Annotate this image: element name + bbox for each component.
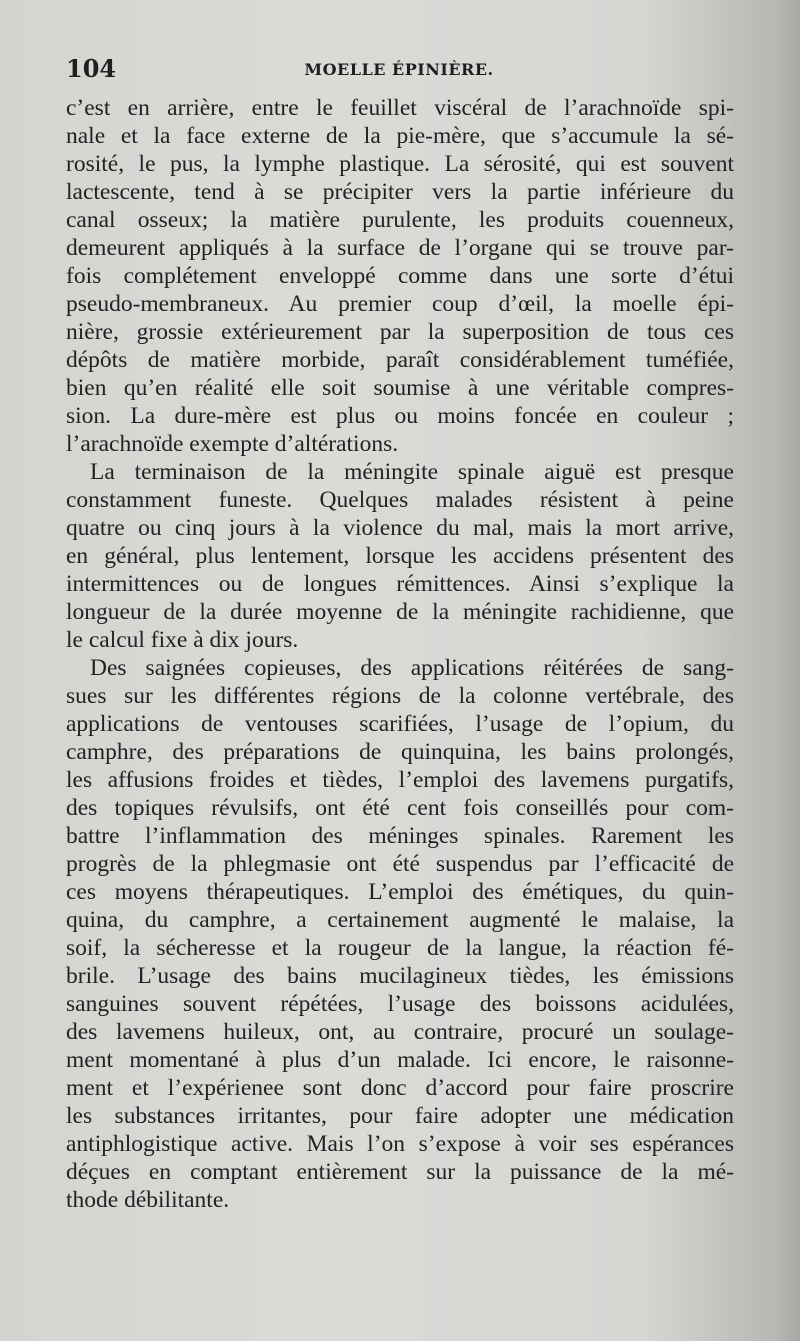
text-line: en général, plus lentement, lorsque les accidens présentent des: [66, 543, 734, 569]
text-line: thode débilitante.: [66, 1187, 230, 1213]
text-line: déçues en comptant entièrement sur la puissance de la mé-: [66, 1159, 734, 1185]
text-line: soif, la sécheresse et la rougeur de la langue, la réaction fé-: [66, 935, 734, 961]
text-line: La terminaison de la méningite spinale aiguë est presque: [90, 459, 734, 485]
text-line: camphre, des préparations de quinquina, les bains prolongés,: [66, 739, 734, 765]
text-line: canal osseux; la matière purulente, les produits couenneux,: [66, 207, 734, 233]
text-line: l’arachnoïde exempte d’altérations.: [66, 431, 399, 457]
text-line: ces moyens thérapeutiques. L’emploi des émétiques, du quin-: [66, 879, 734, 905]
text-line: sanguines souvent répétées, l’usage des boissons acidulées,: [66, 991, 734, 1017]
text-line: le calcul fixe à dix jours.: [66, 627, 299, 653]
text-line: ment et l’expérienee sont donc d’accord pour faire proscrire: [66, 1075, 734, 1101]
text-line: constamment funeste. Quelques malades résistent à peine: [66, 487, 734, 513]
text-line: bien qu’en réalité elle soit soumise à une véritable compres-: [66, 375, 734, 401]
page-number: 104: [66, 54, 117, 83]
running-title: MOELLE ÉPINIÈRE.: [304, 60, 494, 79]
body-text: [66, 94, 734, 1214]
text-line: les affusions froides et tièdes, l’emploi des lavemens purgatifs,: [66, 767, 734, 793]
text-line: progrès de la phlegmasie ont été suspendus par l’efficacité de: [66, 851, 734, 877]
text-line: intermittences ou de longues rémittences. Ainsi s’explique la: [66, 571, 734, 597]
text-line: quina, du camphre, a certainement augmenté le malaise, la: [66, 907, 734, 933]
text-line: ment momentané à plus d’un malade. Ici encore, le raisonne-: [66, 1047, 734, 1073]
text-line: lactescente, tend à se précipiter vers la partie inférieure du: [66, 179, 734, 205]
text-line: longueur de la durée moyenne de la méningite rachidienne, que: [66, 599, 734, 625]
text-line: quatre ou cinq jours à la violence du mal, mais la mort arrive,: [66, 515, 734, 541]
text-line: rosité, le pus, la lymphe plastique. La sérosité, qui est souvent: [66, 151, 734, 177]
text-line: nière, grossie extérieurement par la superposition de tous ces: [66, 319, 734, 345]
text-line: sion. La dure-mère est plus ou moins foncée en couleur ;: [66, 403, 734, 429]
text-line: applications de ventouses scarifiées, l’usage de l’opium, du: [66, 711, 734, 737]
text-line: antiphlogistique active. Mais l’on s’expose à voir ses espérances: [66, 1131, 734, 1157]
text-line: demeurent appliqués à la surface de l’organe qui se trouve par-: [66, 235, 734, 261]
paragraph-1: [66, 94, 734, 458]
text-line: sues sur les différentes régions de la colonne vertébrale, des: [66, 683, 734, 709]
text-line: fois complétement enveloppé comme dans une sorte d’étui: [66, 263, 734, 289]
text-line: dépôts de matière morbide, paraît considérablement tuméfiée,: [66, 347, 734, 373]
text-line: brile. L’usage des bains mucilagineux tièdes, les émissions: [66, 963, 734, 989]
paragraph-2: [66, 458, 734, 654]
paragraph-3: [66, 654, 734, 1214]
text-line: des lavemens huileux, ont, au contraire, procuré un soulage-: [66, 1019, 734, 1045]
text-line: nale et la face externe de la pie-mère, que s’accumule la sé-: [66, 123, 734, 149]
running-head: [66, 54, 732, 88]
text-line: des topiques révulsifs, ont été cent fois conseillés pour com-: [66, 795, 734, 821]
text-line: c’est en arrière, entre le feuillet viscéral de l’arachnoïde spi-: [66, 95, 734, 121]
text-line: pseudo-membraneux. Au premier coup d’œil, la moelle épi-: [66, 291, 734, 317]
text-line: les substances irritantes, pour faire adopter une médication: [66, 1103, 734, 1129]
text-line: battre l’inflammation des méninges spinales. Rarement les: [66, 823, 734, 849]
text-line: Des saignées copieuses, des applications réitérées de sang-: [90, 655, 734, 681]
